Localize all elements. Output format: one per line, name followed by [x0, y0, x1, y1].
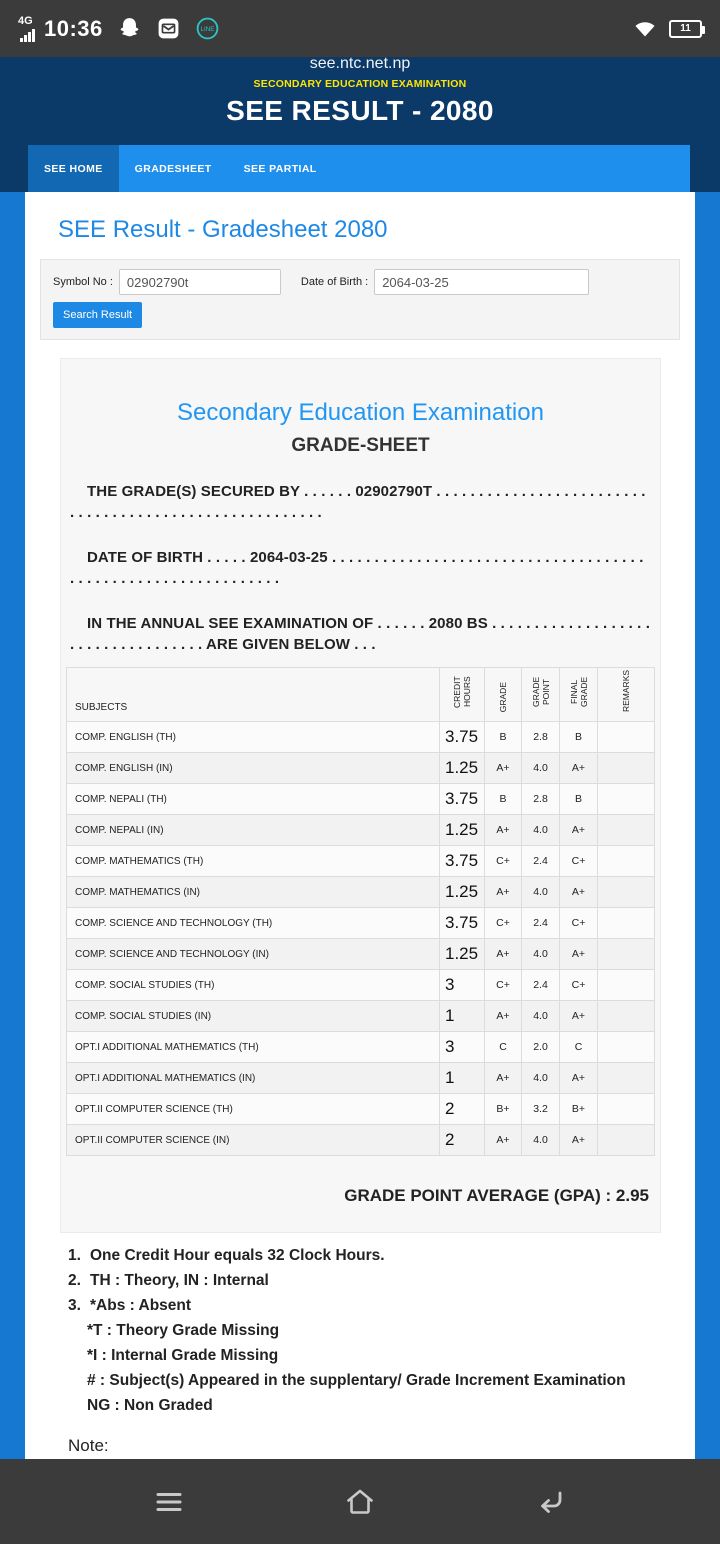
note-item: [68, 1268, 653, 1293]
grade-point-cell: 3.2: [522, 1094, 560, 1125]
grade-point-cell: 4.0: [522, 877, 560, 908]
grade-point-cell: 2.8: [522, 722, 560, 753]
note-sub-line: *T : Theory Grade Missing: [87, 1322, 280, 1339]
note-item: [68, 1243, 653, 1268]
subject-cell: COMP. SOCIAL STUDIES (TH): [67, 970, 440, 1001]
gpa-line: GRADE POINT AVERAGE (GPA) : 2.95: [344, 1186, 649, 1205]
symbol-no-input[interactable]: [119, 269, 281, 295]
note-sub-line: *I : Internal Grade Missing: [87, 1347, 279, 1364]
page-content: [25, 192, 695, 1544]
symbol-no-label: Symbol No :: [53, 276, 113, 288]
subject-cell: COMP. SCIENCE AND TECHNOLOGY (TH): [67, 908, 440, 939]
final-grade-cell: C+: [560, 970, 598, 1001]
nav-tab-label: SEE HOME: [44, 162, 103, 175]
remarks-cell: [598, 846, 655, 877]
grade-table-row: [67, 753, 655, 784]
credit-hours-cell: 1.25: [440, 815, 485, 846]
remarks-cell: [598, 1001, 655, 1032]
line-icon: [195, 16, 220, 41]
final-grade-cell: A+: [560, 1063, 598, 1094]
grade-table-row: [67, 846, 655, 877]
final-grade-cell: B: [560, 784, 598, 815]
grade-point-cell: 2.4: [522, 846, 560, 877]
final-grade-cell: A+: [560, 1001, 598, 1032]
final-grade-cell: C+: [560, 846, 598, 877]
nav-tab-gradesheet[interactable]: [119, 145, 228, 192]
credit-hours-cell: 1.25: [440, 939, 485, 970]
subject-cell: COMP. MATHEMATICS (IN): [67, 877, 440, 908]
subject-cell: OPT.II COMPUTER SCIENCE (IN): [67, 1125, 440, 1156]
snapchat-icon: [117, 16, 142, 41]
grade-table-row: [67, 784, 655, 815]
remarks-cell: [598, 784, 655, 815]
note-text-line: *Abs : Absent: [90, 1297, 192, 1314]
grade-cell: C: [485, 1032, 522, 1063]
battery-icon: [669, 20, 702, 38]
grade-cell: A+: [485, 1063, 522, 1094]
exam-line: IN THE ANNUAL SEE EXAMINATION OF . . . . . . 2080 BS . . . . . . . . . . . . . . . . . . . . . . . . . . . . . . . . . . . ARE GIVEN BELOW . . .: [70, 615, 650, 653]
credit-hours-cell: 2: [440, 1125, 485, 1156]
clock-time: 10:36: [44, 15, 103, 41]
final-grade-cell: C+: [560, 908, 598, 939]
grade-point-cell: 4.0: [522, 815, 560, 846]
remarks-cell: [598, 1094, 655, 1125]
grade-table-row: [67, 970, 655, 1001]
credit-hours-cell: 1.25: [440, 753, 485, 784]
grade-table-row: [67, 877, 655, 908]
nav-tab-label: SEE PARTIAL: [243, 162, 317, 175]
nav-tab-see-partial[interactable]: [228, 145, 333, 192]
remarks-cell: [598, 722, 655, 753]
subject-cell: COMP. SCIENCE AND TECHNOLOGY (IN): [67, 939, 440, 970]
note-text-line: One Credit Hour equals 32 Clock Hours.: [90, 1247, 385, 1264]
grade-table: [66, 667, 655, 1156]
final-grade-cell: A+: [560, 939, 598, 970]
remarks-cell: [598, 753, 655, 784]
final-grade-cell: C: [560, 1032, 598, 1063]
note-item: [68, 1293, 653, 1318]
header-credit-hours: CREDIT HOURS: [440, 668, 485, 722]
grade-point-cell: 4.0: [522, 939, 560, 970]
grade-point-cell: 4.0: [522, 1001, 560, 1032]
page-title: SEE Result - Gradesheet 2080: [58, 216, 388, 243]
subject-cell: COMP. ENGLISH (TH): [67, 722, 440, 753]
grade-table-body: [67, 722, 655, 1156]
credit-hours-cell: 1: [440, 1001, 485, 1032]
subject-cell: OPT.II COMPUTER SCIENCE (TH): [67, 1094, 440, 1125]
subject-cell: OPT.I ADDITIONAL MATHEMATICS (TH): [67, 1032, 440, 1063]
grade-point-cell: 2.8: [522, 784, 560, 815]
credit-hours-cell: 3.75: [440, 846, 485, 877]
grade-point-cell: 4.0: [522, 753, 560, 784]
note-number: 2.: [68, 1272, 81, 1289]
subject-cell: COMP. NEPALI (IN): [67, 815, 440, 846]
secured-by-line: THE GRADE(S) SECURED BY . . . . . . 02902790T . . . . . . . . . . . . . . . . . . . . . . . . . . . . . . . . . . . . . . . . . . . . . . . . . . . . . . .: [70, 483, 646, 521]
nav-tab-label: GRADESHEET: [134, 162, 212, 175]
note-sub-line: NG : Non Graded: [87, 1397, 213, 1414]
credit-hours-cell: 2: [440, 1094, 485, 1125]
main-nav: [28, 145, 690, 192]
credit-hours-cell: 3.75: [440, 784, 485, 815]
grade-table-row: [67, 1032, 655, 1063]
gradesheet-card: [60, 358, 661, 1233]
grade-cell: B+: [485, 1094, 522, 1125]
header-subjects: SUBJECTS: [67, 668, 440, 722]
site-url: see.ntc.net.np: [309, 57, 411, 72]
grade-table-row: [67, 908, 655, 939]
grade-table-row: [67, 1063, 655, 1094]
final-grade-cell: A+: [560, 815, 598, 846]
credit-hours-cell: 3.75: [440, 908, 485, 939]
grade-table-row: [67, 1001, 655, 1032]
note-number: 3.: [68, 1297, 81, 1314]
remarks-cell: [598, 1032, 655, 1063]
grade-cell: A+: [485, 815, 522, 846]
status-bar-right: [633, 17, 702, 41]
wifi-icon: [633, 17, 657, 41]
credit-hours-cell: 1.25: [440, 877, 485, 908]
final-grade-cell: A+: [560, 877, 598, 908]
home-icon[interactable]: [338, 1480, 382, 1524]
grade-cell: B: [485, 722, 522, 753]
message-icon: [156, 16, 181, 41]
credit-hours-cell: 1: [440, 1063, 485, 1094]
note-label: Note:: [68, 1436, 109, 1455]
subject-cell: OPT.I ADDITIONAL MATHEMATICS (IN): [67, 1063, 440, 1094]
grade-table-row: [67, 939, 655, 970]
final-grade-cell: A+: [560, 753, 598, 784]
site-title: SEE RESULT - 2080: [226, 95, 494, 126]
gradesheet-heading: Secondary Education Examination: [177, 399, 544, 426]
credit-hours-cell: 3: [440, 1032, 485, 1063]
search-form: [40, 259, 680, 340]
grade-point-cell: 4.0: [522, 1125, 560, 1156]
note-number: 1.: [68, 1247, 81, 1264]
credit-hours-cell: 3.75: [440, 722, 485, 753]
grade-cell: B: [485, 784, 522, 815]
note-sub-line: # : Subject(s) Appeared in the supplentary/ Grade Increment Examination: [87, 1372, 626, 1389]
grade-point-cell: 2.4: [522, 908, 560, 939]
subject-cell: COMP. MATHEMATICS (TH): [67, 846, 440, 877]
dob-label: Date of Birth :: [300, 276, 369, 288]
signal-icon: [18, 16, 35, 42]
svg-text:LINE: LINE: [200, 26, 215, 34]
gradesheet-subheading: GRADE-SHEET: [291, 435, 430, 456]
note-text-line: TH : Theory, IN : Internal: [90, 1272, 269, 1289]
grade-point-cell: 2.0: [522, 1032, 560, 1063]
grade-cell: A+: [485, 1001, 522, 1032]
credit-hours-cell: 3: [440, 970, 485, 1001]
network-type-label: 4G: [18, 14, 33, 27]
site-subtitle: SECONDARY EDUCATION EXAMINATION: [253, 78, 467, 90]
header-grade: GRADE: [485, 668, 522, 722]
grade-table-row: [67, 815, 655, 846]
remarks-cell: [598, 1125, 655, 1156]
grade-cell: A+: [485, 939, 522, 970]
grade-table-row: [67, 1094, 655, 1125]
android-nav-bar: [0, 1459, 720, 1544]
status-bar: [0, 0, 720, 57]
search-result-button[interactable]: Search Result: [53, 302, 142, 328]
grade-cell: A+: [485, 1125, 522, 1156]
remarks-cell: [598, 815, 655, 846]
battery-percent: 11: [680, 23, 691, 34]
menu-icon[interactable]: [147, 1480, 191, 1524]
subject-cell: COMP. NEPALI (TH): [67, 784, 440, 815]
header-final-grade: FINAL GRADE: [560, 668, 598, 722]
remarks-cell: [598, 908, 655, 939]
remarks-cell: [598, 939, 655, 970]
grade-table-header-row: [67, 668, 655, 722]
grade-cell: A+: [485, 753, 522, 784]
final-grade-cell: B+: [560, 1094, 598, 1125]
remarks-cell: [598, 970, 655, 1001]
final-grade-cell: B: [560, 722, 598, 753]
grade-point-cell: 4.0: [522, 1063, 560, 1094]
grade-point-cell: 2.4: [522, 970, 560, 1001]
signal-bars-icon: [20, 29, 35, 42]
grade-table-row: [67, 722, 655, 753]
grade-cell: A+: [485, 877, 522, 908]
back-icon[interactable]: [529, 1480, 573, 1524]
final-grade-cell: A+: [560, 1125, 598, 1156]
nav-tab-see-home[interactable]: [28, 145, 119, 192]
remarks-cell: [598, 877, 655, 908]
subject-cell: COMP. ENGLISH (IN): [67, 753, 440, 784]
grade-cell: C+: [485, 970, 522, 1001]
grade-table-row: [67, 1125, 655, 1156]
dob-input[interactable]: [374, 269, 589, 295]
subject-cell: COMP. SOCIAL STUDIES (IN): [67, 1001, 440, 1032]
header-grade-point: GRADE POINT: [522, 668, 560, 722]
grade-cell: C+: [485, 908, 522, 939]
grade-cell: C+: [485, 846, 522, 877]
dob-line: DATE OF BIRTH . . . . . 2064-03-25 . . . . . . . . . . . . . . . . . . . . . . . . . . . . . . . . . . . . . . . . . . . . . . . . . . . . . . . . . . . . . .: [70, 549, 644, 587]
remarks-cell: [598, 1063, 655, 1094]
header-remarks: REMARKS: [598, 668, 655, 722]
